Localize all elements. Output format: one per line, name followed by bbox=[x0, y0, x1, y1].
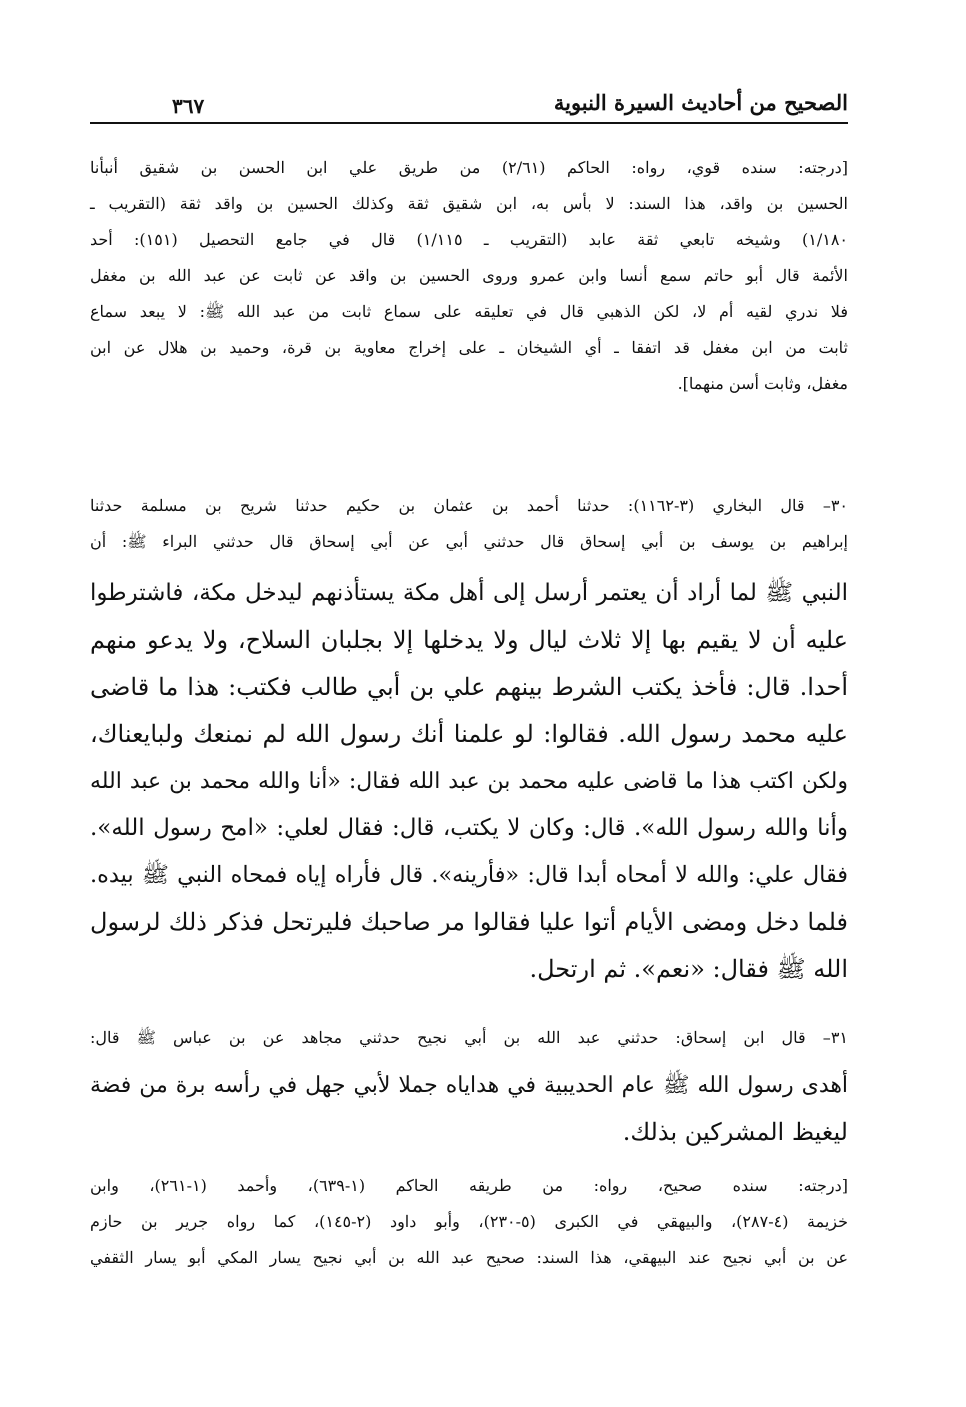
grading-paragraph-1 bbox=[90, 150, 848, 402]
running-title: الصحيح من أحاديث السيرة النبوية bbox=[553, 90, 848, 115]
book-page bbox=[90, 70, 848, 1390]
text-line: خزيمة (٤-٢٨٧)، والبيهقي في الكبرى (٥-٢٣٠)، وأبو داود (٢-١٤٥)، كما رواه جرير بن حازم bbox=[90, 1212, 849, 1231]
text-line: الأئمة قال أبو حاتم سمع أنسا وابن عمرو وروى الحسين بن واقد عن ثابت عن عبد الله بن مغفل bbox=[90, 266, 848, 285]
page-header bbox=[90, 70, 848, 130]
hadith-31-isnad bbox=[90, 1020, 848, 1056]
text-line: الله ﷺ فقال: «نعم». ثم ارتحل. bbox=[529, 955, 848, 983]
text-line: الحسين بن واقد، هذا السند: لا بأس به، ابن شقيق ثقة وكذلك الحسين بن واقد ثقة (التقريب ـ bbox=[90, 194, 848, 213]
hadith-30-isnad bbox=[90, 488, 848, 560]
text-line: عليه أن لا يقيم بها إلا ثلاث ليال ولا يدخلها إلا بجلبان السلاح، ولا يدعو منهم bbox=[90, 626, 848, 654]
text-line: ٣٠– قال البخاري (٣-١١٦٢): حدثنا أحمد بن عثمان بن حكيم حدثنا شريح بن مسلمة حدثنا bbox=[90, 496, 849, 515]
hadith-30-text bbox=[90, 570, 848, 993]
text-line: ولكن اكتب هذا ما قاضى عليه محمد بن عبد الله فقال: «أنا والله محمد بن عبد الله bbox=[90, 769, 848, 794]
text-line: فلا ندري لقيه أم لا، لكن الذهبي قال في تعليقه على سماع ثابت من عبد الله ﷺ: لا يبعد سماع bbox=[90, 302, 848, 321]
hadith-31-text bbox=[90, 1062, 848, 1156]
text-line: أهدى رسول الله ﷺ عام الحديبية في هداياه جملا لأبي جهل في رأسه برة من فضة bbox=[90, 1073, 848, 1098]
grading-paragraph-2 bbox=[90, 1168, 848, 1276]
text-line: مغفل، وثابت أسن منهما]. bbox=[677, 374, 848, 393]
text-line: أحدا. قال: فأخذ يكتب الشرط بينهم علي بن أبي طالب فكتب: هذا ما قاضى bbox=[90, 673, 848, 701]
text-line: ليغيظ المشركين بذلك. bbox=[622, 1118, 848, 1146]
text-line: وأنا والله رسول الله». قال: وكان لا يكتب، قال: فقال لعلي: «امح رسول الله». bbox=[90, 815, 848, 841]
text-line: فلما دخل ومضى الأيام أتوا عليا فقالوا مر صاحبك فليرتحل فذكر ذلك لرسول bbox=[90, 908, 848, 936]
text-line: [درجته: سنده صحيح، رواه: من طريقه الحاكم (١-٦٣٩)، وأحمد (١-٢٦١)، وابن bbox=[90, 1176, 848, 1195]
text-line: عليه محمد رسول الله. فقالوا: لو علمنا أنك رسول الله لم نمنعك ولبايعناك، bbox=[90, 720, 848, 748]
header-rule bbox=[90, 122, 848, 124]
text-line: ١/١٨٠) وشيخه تابعي ثقة عابد (التقريب ـ ١/١١٥) قال في جامع التحصيل (١٥١): أحد bbox=[90, 230, 849, 249]
text-line: إبراهيم بن يوسف بن أبي إسحاق قال حدثني أبي عن أبي إسحاق قال حدثني البراء ﷺ: أن bbox=[90, 532, 848, 551]
text-line: النبي ﷺ لما أراد أن يعتمر أرسل إلى أهل مكة يستأذنهم ليدخل مكة، فاشترطوا bbox=[90, 580, 848, 606]
text-line: [درجته: سنده قوي، رواه: الحاكم (٢/٦١) من طريق علي ابن الحسن بن شقيق أنبأنا bbox=[90, 158, 849, 177]
text-line: ٣١– قال ابن إسحاق: حدثني عبد الله بن أبي نجيح حدثني مجاهد عن بن عباس ﷺ قال: bbox=[90, 1028, 848, 1047]
text-line: ثابت من ابن مغفل قد اتفقا ـ أي الشيخان ـ على إخراج معاوية بن قرة، وحميد بن هلال عن ابن bbox=[90, 338, 848, 357]
text-line: عن بن أبي نجيح عند البيهقي، هذا السند: صحيح عبد الله بن أبي نجيح يسار المكي أبو يسار الثقفي bbox=[90, 1248, 848, 1267]
text-line: فقال علي: والله لا أمحاه أبدا قال: «فأرينه». قال فأراه إياه فمحاه النبي ﷺ بيده. bbox=[90, 862, 848, 888]
page-number: ٣٦٧ bbox=[162, 94, 214, 118]
